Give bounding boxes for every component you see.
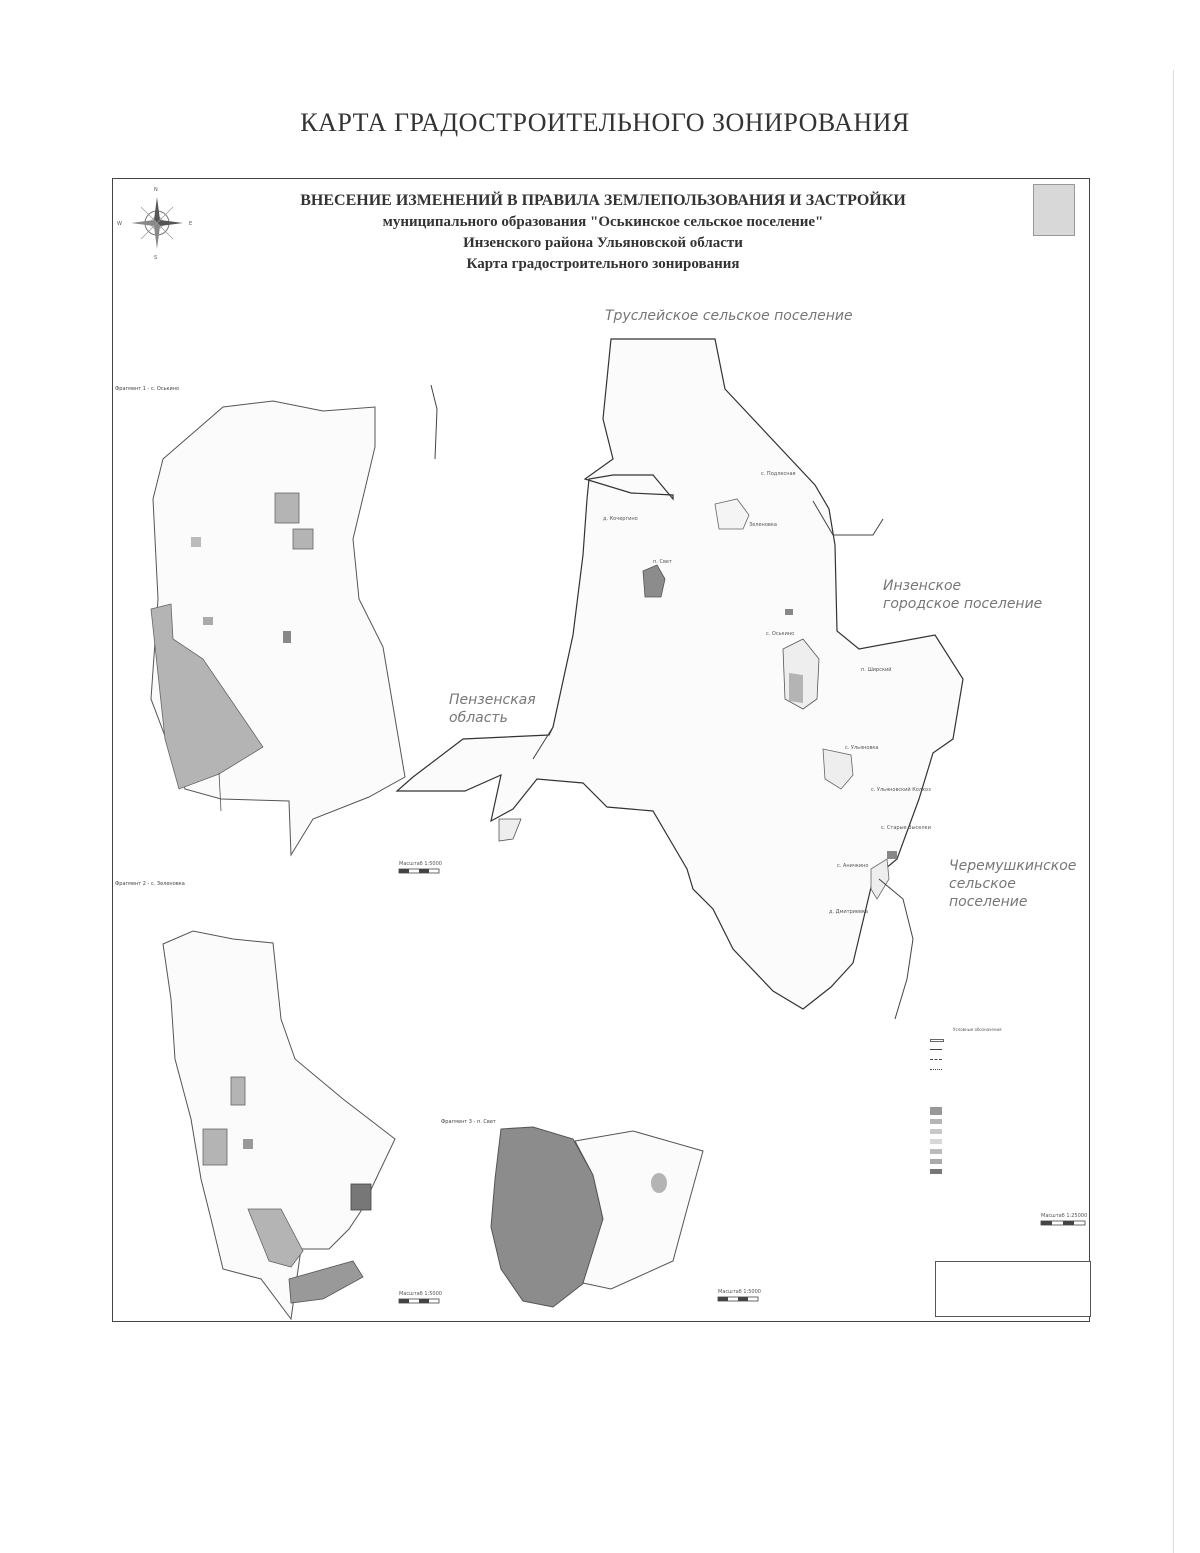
region-east-label-1: Инзенское — [883, 578, 962, 594]
legend-row — [928, 1069, 1088, 1075]
settlement-label: с. Аничкино — [837, 863, 869, 869]
legend-row — [928, 1059, 1088, 1065]
settlement-label: д. Кочергино — [603, 516, 638, 522]
legend-row — [928, 1159, 1088, 1165]
region-southeast-label-1: Черемушкинское — [949, 858, 1077, 874]
legend-row — [928, 1107, 1088, 1113]
scale-bar-main — [1041, 1221, 1085, 1225]
compass-n-label: N — [154, 187, 158, 193]
scale-label-main: Масштаб 1:25000 — [1041, 1213, 1088, 1219]
legend-row — [928, 1169, 1088, 1175]
settlement-label: с. Подлесная — [761, 471, 796, 477]
map-heading-line3: Инзенского района Ульяновской области — [463, 235, 743, 251]
map-heading-line2: муниципального образования "Оськинское сельское поселение" — [382, 214, 824, 230]
fragment-2-map — [163, 931, 395, 1319]
scale-label-f1: Масштаб 1:5000 — [399, 861, 442, 867]
compass-rose-icon — [131, 197, 183, 249]
settlement-label: д. Дмитриевка — [829, 909, 869, 915]
fragment-2-label: Фрагмент 2 - с. Зеленовка — [115, 881, 185, 887]
fragment-3-label: Фрагмент 3 - п. Свет — [441, 1119, 496, 1125]
scale-bar-f2 — [399, 1299, 439, 1303]
fragment-1-map — [151, 401, 405, 855]
page-title: КАРТА ГРАДОСТРОИТЕЛЬНОГО ЗОНИРОВАНИЯ — [300, 108, 910, 137]
settlement-label: Зеленовка — [749, 522, 777, 528]
region-southeast-label-3: поселение — [949, 894, 1028, 910]
legend-row — [928, 1049, 1088, 1055]
scale-bar-f3 — [718, 1297, 758, 1301]
settlement-label: с. Ульяновский Колхоз — [871, 787, 931, 793]
main-territory-map — [397, 339, 963, 1009]
legend-row — [928, 1119, 1088, 1125]
fragment-3-map — [491, 1127, 703, 1307]
settlement-label: п. Свет — [653, 559, 672, 565]
fragment-1-label: Фрагмент 1 - с. Оськино — [115, 386, 180, 392]
coat-of-arms-icon — [1033, 184, 1075, 236]
title-block — [935, 1261, 1091, 1317]
compass-s-label: S — [154, 255, 158, 261]
settlement-label: с. Оськино — [766, 631, 795, 637]
scale-bar-f1 — [399, 869, 439, 873]
legend-title: Условные обозначения — [953, 1027, 1002, 1032]
legend-row — [928, 1139, 1088, 1145]
region-west-label-2: область — [449, 710, 508, 726]
settlement-label: п. Ширский — [861, 667, 892, 673]
compass-w-label: W — [117, 221, 122, 227]
settlement-label: с. Старые Выселки — [881, 825, 931, 831]
map-legend — [928, 1027, 1088, 1182]
region-west-label-1: Пензенская — [449, 692, 536, 708]
scale-label-f3: Масштаб 1:5000 — [718, 1289, 761, 1295]
map-heading-line4: Карта градостроительного зонирования — [466, 256, 740, 272]
map-heading-line1: ВНЕСЕНИЕ ИЗМЕНЕНИЙ В ПРАВИЛА ЗЕМЛЕПОЛЬЗОВАНИЯ И ЗАСТРОЙКИ — [300, 192, 906, 209]
settlement-label: с. Ульяновка — [845, 745, 879, 751]
map-sheet — [112, 178, 1090, 1322]
region-north-label: Труслейское сельское поселение — [605, 308, 853, 324]
region-east-label-2: городское поселение — [883, 596, 1043, 612]
legend-row — [928, 1129, 1088, 1135]
scale-label-f2: Масштаб 1:5000 — [399, 1291, 442, 1297]
legend-row — [928, 1039, 1088, 1045]
page-edge-line — [1173, 70, 1174, 1553]
legend-row — [928, 1149, 1088, 1155]
compass-e-label: E — [189, 221, 193, 227]
region-southeast-label-2: сельское — [949, 876, 1016, 892]
